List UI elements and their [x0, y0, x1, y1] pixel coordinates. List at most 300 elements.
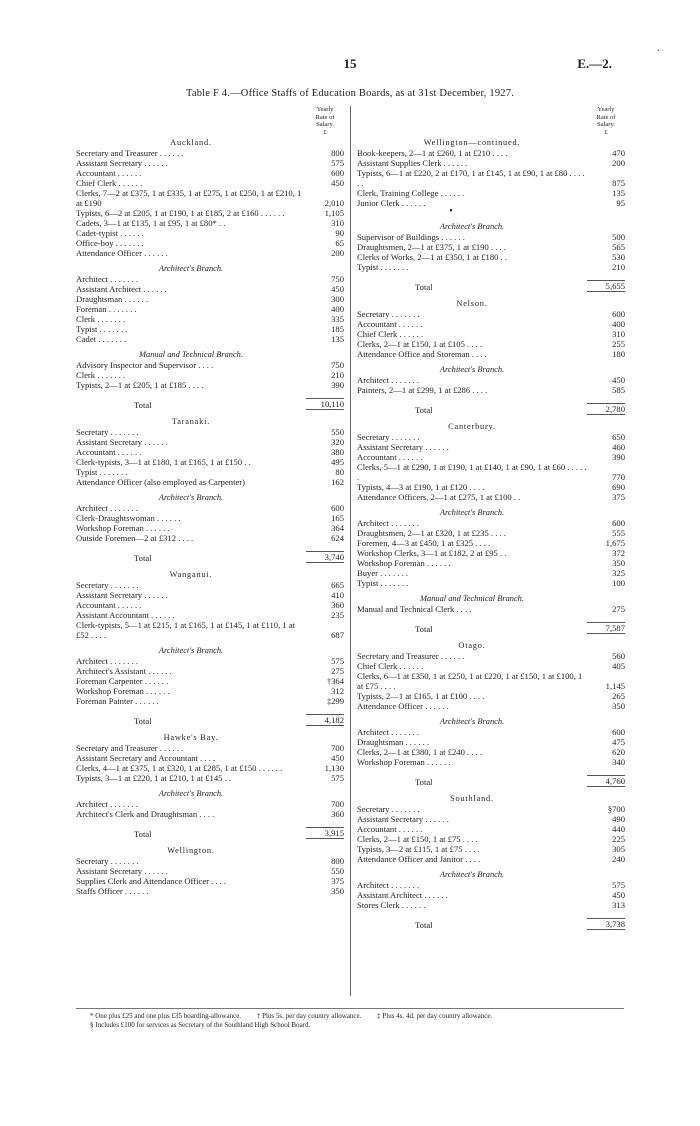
table-row [76, 314, 344, 324]
table-row [76, 238, 344, 248]
salary-amount: 310 [612, 329, 625, 339]
staff-position: Foremen, 4—3 at £450, 1 at £325 . . . . [357, 538, 491, 548]
staff-position: Typist . . . . . . . [76, 467, 128, 477]
staff-position: Typists, 6—2 at £205, 1 at £190, 1 at £185, 2 at £160 . . . . . . [76, 208, 285, 218]
salary-amount: 530 [612, 252, 625, 262]
table-row [76, 427, 344, 437]
branch-heading: Architect's Branch. [439, 222, 505, 231]
salary-amount: 690 [612, 482, 625, 492]
staff-position: Manual and Technical Clerk . . . . [357, 604, 472, 614]
salary-amount: 165 [331, 513, 344, 523]
salary-amount: 555 [612, 528, 625, 538]
salary-amount: 665 [331, 580, 344, 590]
staff-position: Assistant Supplies Clerk . . . . . . [357, 158, 468, 168]
salary-amount: 320 [331, 437, 344, 447]
salary-amount: 600 [612, 518, 625, 528]
salary-amount: 585 [612, 385, 625, 395]
board-heading: Auckland. [170, 138, 212, 147]
branch-heading: Architect's Branch. [158, 646, 224, 655]
staff-position: Accountant . . . . . . [76, 600, 142, 610]
board-heading: Southland. [450, 794, 494, 803]
salary-amount: 235 [331, 610, 344, 620]
table-row [76, 380, 344, 390]
board-heading: Hawke's Bay. [163, 733, 219, 742]
table-row [357, 814, 625, 824]
table-row [76, 590, 344, 600]
total-row [76, 396, 344, 410]
table-row [76, 248, 344, 258]
table-row [357, 252, 625, 262]
salary-amount: 700 [331, 799, 344, 809]
total-label: Total [134, 400, 152, 410]
salary-amount: 390 [612, 452, 625, 462]
salary-amount: 300 [331, 294, 344, 304]
total-label: Total [415, 282, 433, 292]
footnote: § Includes £100 for services as Secretary of the Southland High School Board. [90, 1021, 311, 1029]
salary-amount: 225 [612, 834, 625, 844]
table-row [357, 309, 625, 319]
salary-amount: 600 [612, 727, 625, 737]
table-row [76, 686, 344, 696]
salary-amount: 1,130 [324, 763, 344, 773]
table-row [357, 880, 625, 890]
table-row [76, 610, 344, 620]
table-row [357, 737, 625, 747]
salary-amount: 100 [612, 578, 625, 588]
salary-amount: 95 [616, 198, 625, 208]
table-row [76, 437, 344, 447]
table-row [357, 385, 625, 395]
table-row [76, 513, 344, 523]
staff-position: Foreman Painter . . . . . . [76, 696, 159, 706]
table-title: Table F 4.—Office Staffs of Education Boards, as at 31st December, 1927. [185, 88, 515, 99]
salary-amount: 550 [331, 427, 344, 437]
staff-position: Clerks, 5—1 at £290, 1 at £190, 1 at £140, 1 at £90, 1 at £60 . . . . . . [357, 462, 587, 482]
table-row [76, 208, 344, 218]
total-amount: 10,110 [306, 398, 344, 410]
salary-amount: 275 [331, 666, 344, 676]
staff-position: Draughtsman . . . . . . [76, 294, 149, 304]
salary-amount: 575 [331, 773, 344, 783]
table-row [357, 452, 625, 462]
table-row [357, 232, 625, 242]
total-amount: 3,740 [306, 551, 344, 563]
salary-amount: 1,675 [605, 538, 625, 548]
footnote: * One plus £25 and one plus £35 boarding-allowance. [90, 1012, 242, 1020]
staff-position: Attendance Officer and Janitor . . . . [357, 854, 481, 864]
staff-position: Clerks, 6—1 at £350, 1 at £250, 1 at £220, 1 at £150, 1 at £100, 1 at £75 . . . . [357, 671, 583, 691]
table-row [76, 620, 344, 640]
salary-amount: 135 [612, 188, 625, 198]
staff-position: Assistant Secretary . . . . . . [76, 590, 168, 600]
salary-amount: 400 [331, 304, 344, 314]
board-heading: Wellington—continued. [423, 138, 521, 147]
staff-position: Accountant . . . . . . [357, 452, 423, 462]
total-row [76, 825, 344, 839]
board-heading: Taranaki. [171, 417, 211, 426]
table-row [76, 773, 344, 783]
staff-position: Architect . . . . . . . [357, 518, 420, 528]
salary-amount: 265 [612, 691, 625, 701]
table-row [357, 242, 625, 252]
table-row [76, 799, 344, 809]
staff-position: Clerk-Draughtswoman . . . . . . [76, 513, 181, 523]
branch-heading: Architect's Branch. [439, 365, 505, 374]
salary-amount: 575 [331, 656, 344, 666]
salary-amount: 360 [331, 809, 344, 819]
table-row [357, 492, 625, 502]
table-row [357, 548, 625, 558]
salary-amount: 560 [612, 651, 625, 661]
salary-amount: 2,010 [324, 198, 344, 208]
staff-position: Architect . . . . . . . [357, 375, 420, 385]
salary-amount: 490 [612, 814, 625, 824]
salary-amount: 1,105 [324, 208, 344, 218]
rate-header-label: Yearly Rate of Salary. £ [315, 106, 335, 136]
table-row [76, 809, 344, 819]
total-label: Total [415, 920, 433, 930]
staff-position: Workshop Foreman . . . . . . [76, 686, 170, 696]
staff-position: Office-boy . . . . . . . [76, 238, 144, 248]
column-divider [350, 106, 351, 996]
salary-amount: 410 [331, 590, 344, 600]
staff-position: Book-keepers, 2—1 at £260, 1 at £210 . . . . [357, 148, 508, 158]
salary-amount: 405 [612, 661, 625, 671]
staff-position: Junior Clerk . . . . . . [357, 198, 426, 208]
salary-amount: 770 [612, 472, 625, 482]
table-row [357, 854, 625, 864]
total-label: Total [134, 716, 152, 726]
table-row [76, 856, 344, 866]
salary-amount: 450 [612, 890, 625, 900]
table-row [357, 319, 625, 329]
total-amount: 5,655 [587, 280, 625, 292]
table-row [76, 503, 344, 513]
staff-position: Draughtsmen, 2—1 at £375, 1 at £190 . . . . [357, 242, 506, 252]
staff-position: Supervisor of Buildings . . . . . . [357, 232, 465, 242]
staff-position: Secretary . . . . . . . [357, 432, 420, 442]
total-label: Total [415, 624, 433, 634]
salary-amount: 800 [331, 856, 344, 866]
board-heading: Otago. [458, 641, 486, 650]
staff-position: Assistant Architect . . . . . . [76, 284, 167, 294]
footnote-rule [76, 1008, 624, 1009]
salary-amount: 275 [612, 604, 625, 614]
staff-position: Attendance Officers, 2—1 at £275, 1 at £100 . . [357, 492, 521, 502]
table-row [357, 834, 625, 844]
staff-position: Architect . . . . . . . [76, 799, 139, 809]
table-row [357, 339, 625, 349]
table-row [76, 457, 344, 467]
staff-position: Clerk . . . . . . . [76, 370, 126, 380]
salary-amount: 305 [612, 844, 625, 854]
salary-amount: 380 [331, 447, 344, 457]
branch-heading: Architect's Branch. [158, 789, 224, 798]
table-row [76, 743, 344, 753]
table-row [357, 824, 625, 834]
staff-position: Chief Clerk . . . . . . [357, 661, 424, 671]
table-row [76, 477, 344, 487]
salary-amount: 624 [331, 533, 344, 543]
staff-position: Secretary . . . . . . . [76, 427, 139, 437]
salary-amount: 750 [331, 360, 344, 370]
staff-position: Secretary . . . . . . . [76, 580, 139, 590]
staff-position: Draughtsmen, 2—1 at £320, 1 at £235 . . . . [357, 528, 506, 538]
staff-position: Accountant . . . . . . [76, 168, 142, 178]
staff-position: Clerk-typists, 5—1 at £215, 1 at £165, 1 at £145, 1 at £110, 1 at £52 . . . . [76, 620, 296, 640]
staff-position: Assistant Architect . . . . . . [357, 890, 448, 900]
staff-position: Draughtsman . . . . . . [357, 737, 430, 747]
table-row [76, 600, 344, 610]
salary-amount: 875 [612, 178, 625, 188]
salary-amount: 390 [331, 380, 344, 390]
total-row [357, 620, 625, 634]
salary-amount: 620 [612, 747, 625, 757]
table-row [357, 578, 625, 588]
table-row [76, 876, 344, 886]
footnote: ‡ Plus 4s. 4d. per day country allowance. [377, 1012, 493, 1020]
staff-position: Typists, 2—1 at £165, 1 at £100 . . . . [357, 691, 485, 701]
staff-position: Attendance Officer (also employed as Carpenter) [76, 477, 246, 487]
salary-amount: 450 [612, 375, 625, 385]
salary-amount: §700 [607, 804, 625, 814]
salary-amount: 600 [612, 309, 625, 319]
salary-amount: 495 [331, 457, 344, 467]
salary-amount: 90 [335, 228, 344, 238]
table-row [357, 568, 625, 578]
staff-position: Accountant . . . . . . [76, 447, 142, 457]
salary-amount: 600 [331, 168, 344, 178]
staff-position: Typists, 2—1 at £205, 1 at £185 . . . . [76, 380, 204, 390]
table-row [76, 533, 344, 543]
staff-position: Accountant . . . . . . [357, 319, 423, 329]
salary-amount: 475 [612, 737, 625, 747]
table-row [357, 462, 625, 482]
staff-position: Architect's Clerk and Draughtsman . . . . [76, 809, 215, 819]
staff-position: Architect . . . . . . . [357, 727, 420, 737]
staff-position: Clerks, 4—1 at £375, 1 at £320, 1 at £285, 1 at £150 . . . . . . [76, 763, 283, 773]
rate-header-label: Yearly Rate of Salary. £ [596, 106, 616, 136]
staff-position: Clerk . . . . . . . [76, 314, 126, 324]
table-row [76, 753, 344, 763]
staff-position: Secretary . . . . . . . [357, 309, 420, 319]
table-row [357, 329, 625, 339]
salary-amount: 350 [612, 558, 625, 568]
table-row [357, 900, 625, 910]
table-row [357, 198, 625, 208]
total-amount: 3,915 [306, 827, 344, 839]
table-row [357, 727, 625, 737]
table-row [76, 447, 344, 457]
salary-amount: 360 [331, 600, 344, 610]
table-row [76, 274, 344, 284]
salary-amount: 565 [612, 242, 625, 252]
table-row [76, 334, 344, 344]
table-row [76, 324, 344, 334]
staff-position: Assistant Secretary . . . . . . [76, 158, 168, 168]
salary-amount: 575 [612, 880, 625, 890]
staff-position: Assistant Secretary . . . . . . [357, 442, 449, 452]
salary-amount: 700 [331, 743, 344, 753]
staff-position: Staffs Officer . . . . . . [76, 886, 149, 896]
staff-position: Typists, 3—2 at £115, 1 at £75 . . . . [357, 844, 480, 854]
salary-amount: 450 [331, 284, 344, 294]
table-row [357, 604, 625, 614]
staff-position: Clerks, 2—1 at £150, 1 at £75 . . . . [357, 834, 478, 844]
table-row [76, 696, 344, 706]
branch-heading: Architect's Branch. [439, 717, 505, 726]
staff-position: Cadet . . . . . . . [76, 334, 127, 344]
table-row [76, 360, 344, 370]
staff-position: Typists, 3—1 at £220, 1 at £210, 1 at £145 . . [76, 773, 232, 783]
salary-amount: 1,145 [605, 681, 625, 691]
staff-position: Clerks of Works, 2—1 at £350, 1 at £180 . . [357, 252, 508, 262]
salary-amount: 180 [612, 349, 625, 359]
staff-position: Cadet-typist . . . . . . [76, 228, 144, 238]
salary-amount: 162 [331, 477, 344, 487]
right-column [357, 106, 625, 933]
staff-position: Stores Clerk . . . . . . [357, 900, 426, 910]
table-row [76, 304, 344, 314]
branch-heading: Architect's Branch. [439, 508, 505, 517]
table-row [357, 349, 625, 359]
table-row [357, 518, 625, 528]
footnote: † Plus 5s. per day country allowance. [256, 1012, 362, 1020]
table-row [357, 482, 625, 492]
board-heading: Wellington. [167, 846, 215, 855]
staff-position: Typists, 6—1 at £220, 2 at £170, 1 at £145, 1 at £90, 1 at £80 . . . . . . [357, 168, 585, 188]
salary-amount: 372 [612, 548, 625, 558]
staff-position: Clerks, 7—2 at £375, 1 at £335, 1 at £275, 1 at £250, 1 at £210, 1 at £190 [76, 188, 302, 208]
table-row [76, 158, 344, 168]
salary-amount: 185 [331, 324, 344, 334]
table-row [76, 148, 344, 158]
salary-amount: 470 [612, 148, 625, 158]
staff-position: Secretary and Treasurer . . . . . . [76, 148, 184, 158]
salary-amount: 450 [331, 753, 344, 763]
salary-amount: 312 [331, 686, 344, 696]
total-label: Total [415, 405, 433, 415]
corner-mark: · [656, 46, 660, 57]
board-heading: Nelson. [456, 299, 488, 308]
page-reference: E.—2. [577, 56, 612, 71]
table-row [357, 691, 625, 701]
staff-position: Outside Foremen—2 at £312 . . . . [76, 533, 194, 543]
table-row [357, 558, 625, 568]
footnotes [76, 1012, 636, 1030]
salary-amount: 255 [612, 339, 625, 349]
salary-amount: 364 [331, 523, 344, 533]
salary-amount: 240 [612, 854, 625, 864]
staff-position: Attendance Officer . . . . . . [76, 248, 168, 258]
table-row [357, 148, 625, 158]
staff-position: Secretary and Treasurer . . . . . . [357, 651, 465, 661]
staff-position: Chief Clerk . . . . . . [357, 329, 424, 339]
table-row [76, 866, 344, 876]
salary-amount: 575 [331, 158, 344, 168]
total-row [357, 278, 625, 292]
staff-position: Assistant Secretary . . . . . . [357, 814, 449, 824]
table-row [357, 528, 625, 538]
staff-position: Typist . . . . . . . [76, 324, 128, 334]
staff-position: Architect . . . . . . . [76, 503, 139, 513]
staff-position: Assistant Secretary and Accountant . . . . [76, 753, 216, 763]
table-row [357, 844, 625, 854]
table-row [357, 168, 625, 188]
total-label: Total [134, 829, 152, 839]
staff-position: Attendance Office and Storeman . . . . [357, 349, 487, 359]
total-label: Total [415, 777, 433, 787]
table-row [76, 284, 344, 294]
table-row [76, 188, 344, 208]
table-row [357, 375, 625, 385]
table-row [76, 763, 344, 773]
table-row [76, 523, 344, 533]
board-heading: Wanganui. [169, 570, 213, 579]
staff-position: Painters, 2—1 at £299, 1 at £286 . . . . [357, 385, 488, 395]
staff-position: Clerk, Training College . . . . . . [357, 188, 465, 198]
branch-heading: Manual and Technical Branch. [420, 594, 524, 603]
total-label: Total [134, 553, 152, 563]
bullet-mark: • [449, 206, 453, 217]
table-row [357, 747, 625, 757]
salary-amount: 313 [612, 900, 625, 910]
salary-amount: 375 [331, 876, 344, 886]
salary-amount: 750 [331, 274, 344, 284]
table-row [357, 432, 625, 442]
staff-position: Architect's Assistant . . . . . . [76, 666, 172, 676]
table-row [76, 218, 344, 228]
total-amount: 4,182 [306, 714, 344, 726]
staff-position: Foreman Carpenter . . . . . . [76, 676, 169, 686]
staff-position: Workshop Foreman . . . . . . [357, 757, 451, 767]
salary-amount: 210 [612, 262, 625, 272]
staff-position: Supplies Clerk and Attendance Officer . . . . [76, 876, 227, 886]
staff-position: Typists, 4—3 at £190, 1 at £120 . . . . [357, 482, 485, 492]
staff-position: Clerk-typists, 3—1 at £180, 1 at £165, 1 at £150 . . [76, 457, 251, 467]
table-row [357, 188, 625, 198]
board-heading: Canterbury. [448, 422, 496, 431]
branch-heading: Architect's Branch. [158, 493, 224, 502]
salary-amount: 325 [612, 568, 625, 578]
table-row [357, 442, 625, 452]
total-row [76, 712, 344, 726]
staff-position: Assistant Accountant . . . . . . [76, 610, 175, 620]
table-row [76, 370, 344, 380]
table-row [76, 228, 344, 238]
table-row [357, 701, 625, 711]
table-row [76, 467, 344, 477]
salary-amount: †364 [326, 676, 344, 686]
salary-amount: 440 [612, 824, 625, 834]
staff-position: Foreman . . . . . . . [76, 304, 137, 314]
total-row [357, 773, 625, 787]
staff-position: Secretary . . . . . . . [76, 856, 139, 866]
staff-position: Typist . . . . . . . [357, 262, 409, 272]
total-row [357, 401, 625, 415]
salary-amount: 400 [612, 319, 625, 329]
salary-amount: 550 [331, 866, 344, 876]
staff-position: Clerks, 2—1 at £150, 1 at £105 . . . . [357, 339, 483, 349]
table-row [357, 538, 625, 548]
rate-header [76, 106, 344, 136]
staff-position: Clerks, 2—1 at £380, 1 at £240 . . . . [357, 747, 483, 757]
table-row [357, 661, 625, 671]
salary-amount: 200 [612, 158, 625, 168]
table-row [357, 757, 625, 767]
table-row [357, 262, 625, 272]
table-row [357, 158, 625, 168]
